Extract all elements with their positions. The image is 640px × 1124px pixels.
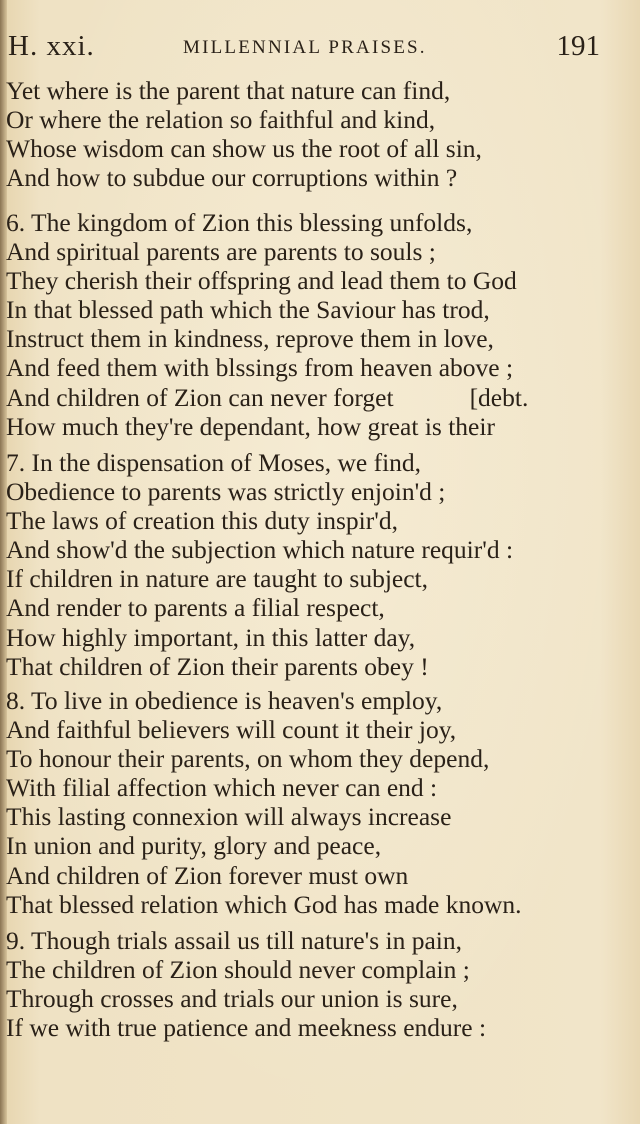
verse-line: If children in nature are taught to subject, [6, 564, 429, 594]
verse-line: Through crosses and trials our union is sure, [6, 984, 458, 1014]
verse-line: Or where the relation so faithful and kind, [6, 105, 436, 135]
book-title: MILLENNIAL PRAISES. [183, 37, 427, 58]
verse-line: This lasting connexion will always increase [6, 802, 452, 832]
verse-line: The laws of creation this duty inspir'd, [6, 506, 398, 536]
stanza-6 [6, 208, 634, 441]
stanza-8 [6, 686, 634, 919]
verse-line: And spiritual parents are parents to souls ; [6, 237, 436, 267]
verse-line: 9. Though trials assail us till nature's in pain, [6, 926, 462, 955]
stanza-number: 6. [6, 208, 26, 237]
stanza-number: 9. [6, 926, 26, 955]
page-number: 191 [556, 30, 600, 62]
stanza-number: 8. [6, 686, 26, 715]
hymn-reference: H. xxi. [8, 30, 95, 62]
verse-line: To honour their parents, on whom they depend, [6, 744, 490, 774]
verse-line: They cherish their offspring and lead them to God [6, 266, 517, 296]
verse-line: Yet where is the parent that nature can find, [6, 76, 451, 105]
stanza-7 [6, 448, 634, 681]
verse-line: That children of Zion their parents obey ! [6, 651, 429, 681]
stanza-9 [6, 926, 634, 1042]
running-head [8, 30, 628, 64]
verse-line: 8. To live in obedience is heaven's employ, [6, 686, 443, 715]
verse-line: 6. The kingdom of Zion this blessing unfolds, [6, 208, 473, 237]
verse-line: And feed them with blssings from heaven above ; [6, 353, 514, 383]
stanza-number: 7. [6, 448, 26, 477]
carry-over-word: [debt. [469, 382, 529, 412]
verse-line: The children of Zion should never complain ; [6, 955, 470, 985]
verse-line: Instruct them in kindness, reprove them in love, [6, 324, 494, 354]
verse-line: Obedience to parents was strictly enjoin'd ; [6, 477, 446, 507]
verse-line: And how to subdue our corruptions within ? [6, 163, 458, 193]
verse-line: If we with true patience and meekness endure : [6, 1013, 487, 1043]
verse-line: In that blessed path which the Saviour has trod, [6, 295, 490, 325]
stanza-continued [6, 76, 634, 192]
verse-line: In union and purity, glory and peace, [6, 831, 382, 861]
verse-line: How highly important, in this latter day, [6, 622, 416, 652]
verse-line: 7. In the dispensation of Moses, we find, [6, 448, 422, 477]
verse-line: How much they're dependant, how great is their [6, 411, 495, 441]
verse-line: And render to parents a filial respect, [6, 593, 385, 623]
verse-line: And faithful believers will count it their joy, [6, 715, 457, 745]
verse-line: And children of Zion can never forget [debt. [6, 382, 529, 412]
verse-line: And children of Zion forever must own [6, 860, 409, 890]
verse-line: And show'd the subjection which nature requir'd : [6, 535, 514, 565]
verse-line: That blessed relation which God has made known. [6, 889, 522, 919]
verse-line: With filial affection which never can end : [6, 773, 438, 803]
verse-line: Whose wisdom can show us the root of all sin, [6, 134, 482, 164]
